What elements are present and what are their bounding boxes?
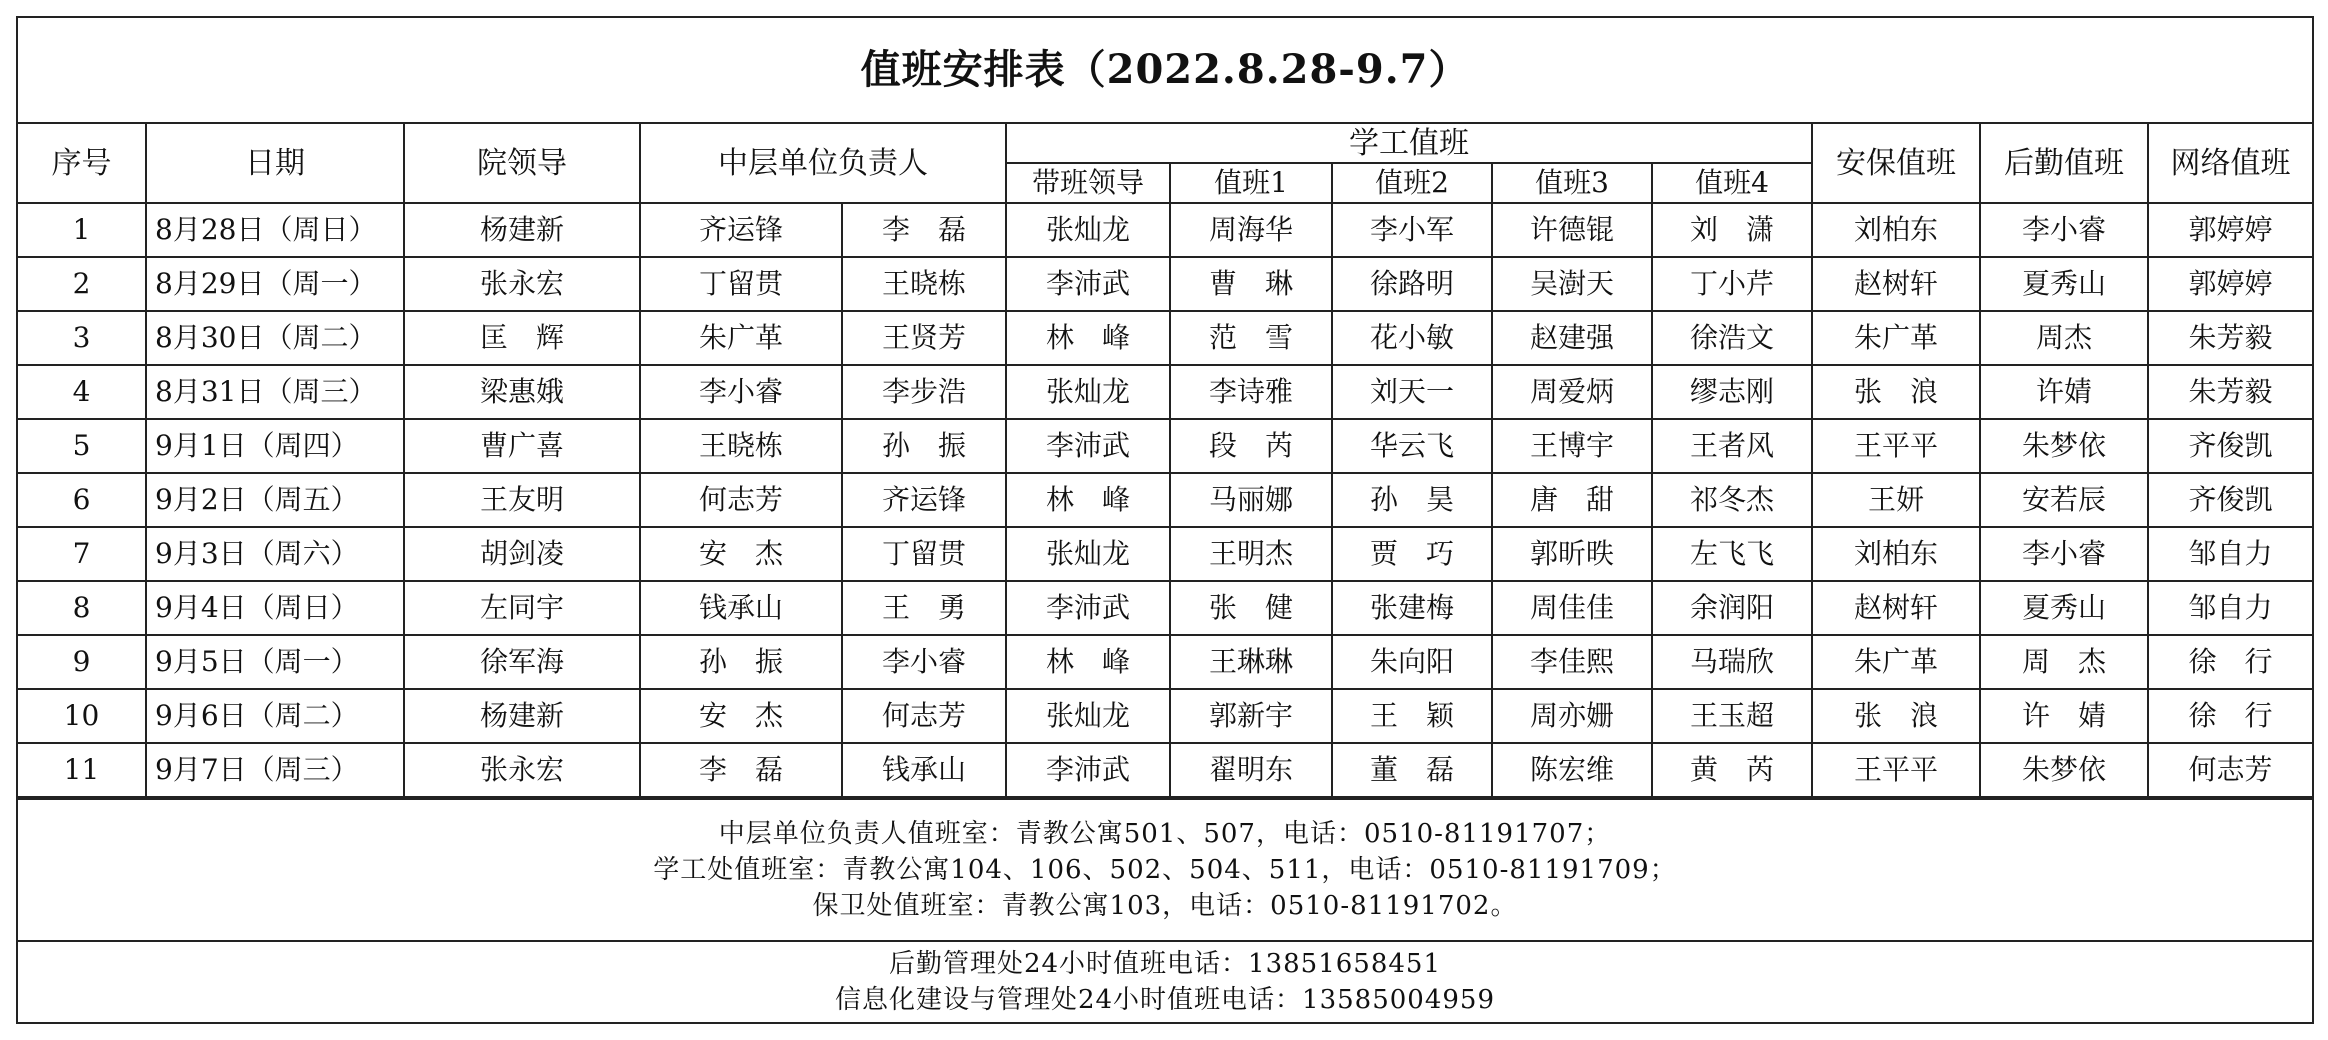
cell-mid-manager-2: 李步浩 [842, 365, 1006, 419]
table-row [18, 203, 2312, 257]
cell-security: 朱广革 [1812, 311, 1980, 365]
cell-duty4: 丁小芹 [1652, 257, 1812, 311]
cell-duty1: 范 雪 [1170, 311, 1332, 365]
cell-xg-leader: 李沛武 [1006, 743, 1170, 797]
cell-seq: 2 [18, 257, 146, 311]
table-row [18, 473, 2312, 527]
cell-duty3: 李佳熙 [1492, 635, 1652, 689]
cell-xg-leader: 李沛武 [1006, 581, 1170, 635]
cell-date: 8月30日（周二） [146, 311, 404, 365]
cell-date: 8月28日（周日） [146, 203, 404, 257]
duty-schedule-table [18, 18, 2312, 798]
cell-mid-manager-2: 李 磊 [842, 203, 1006, 257]
header-security: 安保值班 [1812, 123, 1980, 203]
cell-duty4: 左飞飞 [1652, 527, 1812, 581]
cell-logistics: 李小睿 [1980, 203, 2148, 257]
cell-security: 赵树轩 [1812, 581, 1980, 635]
cell-duty1: 李诗雅 [1170, 365, 1332, 419]
table-row [18, 635, 2312, 689]
note-line: 学工处值班室：青教公寓104、106、502、504、511，电话：0510-81191709； [653, 855, 1677, 885]
hotline-line: 后勤管理处24小时值班电话：13851658451 [888, 949, 1442, 979]
cell-mid-manager-1: 安 杰 [640, 527, 842, 581]
cell-duty3: 陈宏维 [1492, 743, 1652, 797]
cell-security: 王平平 [1812, 419, 1980, 473]
cell-mid-manager-2: 王贤芳 [842, 311, 1006, 365]
cell-network: 朱芳毅 [2148, 311, 2312, 365]
cell-xg-leader: 张灿龙 [1006, 203, 1170, 257]
duty-schedule-sheet [16, 16, 2314, 1024]
cell-duty1: 张 健 [1170, 581, 1332, 635]
cell-duty2: 贾 巧 [1332, 527, 1492, 581]
header-date: 日期 [146, 123, 404, 203]
cell-mid-manager-1: 何志芳 [640, 473, 842, 527]
cell-date: 9月4日（周日） [146, 581, 404, 635]
cell-mid-manager-1: 齐运锋 [640, 203, 842, 257]
cell-seq: 10 [18, 689, 146, 743]
header-xg-leader: 带班领导 [1006, 163, 1170, 203]
cell-seq: 6 [18, 473, 146, 527]
cell-logistics: 许 婧 [1980, 689, 2148, 743]
cell-duty3: 吴澍天 [1492, 257, 1652, 311]
header-mid-manager: 中层单位负责人 [640, 123, 1006, 203]
cell-network: 齐俊凯 [2148, 419, 2312, 473]
cell-logistics: 朱梦依 [1980, 419, 2148, 473]
cell-network: 郭婷婷 [2148, 257, 2312, 311]
cell-date: 8月29日（周一） [146, 257, 404, 311]
cell-duty4: 缪志刚 [1652, 365, 1812, 419]
cell-mid-manager-2: 钱承山 [842, 743, 1006, 797]
cell-duty4: 余润阳 [1652, 581, 1812, 635]
header-seq: 序号 [18, 123, 146, 203]
note-line: 中层单位负责人值班室：青教公寓501、507，电话：0510-81191707； [718, 819, 1612, 849]
cell-dean: 曹广喜 [404, 419, 640, 473]
cell-date: 9月5日（周一） [146, 635, 404, 689]
cell-duty2: 花小敏 [1332, 311, 1492, 365]
cell-duty4: 祁冬杰 [1652, 473, 1812, 527]
header-duty1: 值班1 [1170, 163, 1332, 203]
cell-dean: 杨建新 [404, 203, 640, 257]
cell-duty1: 郭新宇 [1170, 689, 1332, 743]
cell-mid-manager-2: 王晓栋 [842, 257, 1006, 311]
cell-duty2: 李小军 [1332, 203, 1492, 257]
cell-seq: 1 [18, 203, 146, 257]
cell-network: 郭婷婷 [2148, 203, 2312, 257]
cell-duty1: 马丽娜 [1170, 473, 1332, 527]
cell-network: 邹自力 [2148, 581, 2312, 635]
cell-dean: 徐军海 [404, 635, 640, 689]
cell-duty4: 王者风 [1652, 419, 1812, 473]
cell-network: 徐 行 [2148, 689, 2312, 743]
header-duty4: 值班4 [1652, 163, 1812, 203]
cell-seq: 3 [18, 311, 146, 365]
cell-duty4: 徐浩文 [1652, 311, 1812, 365]
cell-mid-manager-1: 朱广革 [640, 311, 842, 365]
cell-duty4: 刘 潇 [1652, 203, 1812, 257]
cell-security: 刘柏东 [1812, 527, 1980, 581]
table-row [18, 527, 2312, 581]
cell-dean: 梁惠娥 [404, 365, 640, 419]
cell-duty3: 赵建强 [1492, 311, 1652, 365]
cell-security: 张 浪 [1812, 689, 1980, 743]
cell-mid-manager-2: 何志芳 [842, 689, 1006, 743]
hotline-notes [18, 940, 2312, 1022]
cell-network: 朱芳毅 [2148, 365, 2312, 419]
cell-duty2: 刘天一 [1332, 365, 1492, 419]
cell-mid-manager-1: 丁留贯 [640, 257, 842, 311]
cell-logistics: 夏秀山 [1980, 581, 2148, 635]
cell-duty1: 翟明东 [1170, 743, 1332, 797]
cell-duty2: 董 磊 [1332, 743, 1492, 797]
duty-room-notes [18, 798, 2312, 940]
cell-duty1: 段 芮 [1170, 419, 1332, 473]
header-dean: 院领导 [404, 123, 640, 203]
cell-date: 9月6日（周二） [146, 689, 404, 743]
cell-mid-manager-2: 李小睿 [842, 635, 1006, 689]
cell-seq: 8 [18, 581, 146, 635]
cell-duty3: 周亦姗 [1492, 689, 1652, 743]
cell-dean: 王友明 [404, 473, 640, 527]
cell-dean: 杨建新 [404, 689, 640, 743]
cell-xg-leader: 林 峰 [1006, 473, 1170, 527]
cell-duty3: 许德锟 [1492, 203, 1652, 257]
cell-duty1: 王明杰 [1170, 527, 1332, 581]
cell-date: 9月2日（周五） [146, 473, 404, 527]
cell-network: 何志芳 [2148, 743, 2312, 797]
cell-security: 王妍 [1812, 473, 1980, 527]
cell-duty2: 华云飞 [1332, 419, 1492, 473]
cell-seq: 7 [18, 527, 146, 581]
cell-logistics: 夏秀山 [1980, 257, 2148, 311]
cell-dean: 左同宇 [404, 581, 640, 635]
cell-duty3: 郭昕昳 [1492, 527, 1652, 581]
cell-duty2: 朱向阳 [1332, 635, 1492, 689]
table-row [18, 743, 2312, 797]
table-row [18, 365, 2312, 419]
cell-duty3: 周佳佳 [1492, 581, 1652, 635]
cell-seq: 11 [18, 743, 146, 797]
cell-network: 齐俊凯 [2148, 473, 2312, 527]
cell-mid-manager-1: 李 磊 [640, 743, 842, 797]
cell-duty1: 周海华 [1170, 203, 1332, 257]
cell-security: 刘柏东 [1812, 203, 1980, 257]
cell-logistics: 李小睿 [1980, 527, 2148, 581]
cell-duty2: 张建梅 [1332, 581, 1492, 635]
cell-seq: 5 [18, 419, 146, 473]
cell-logistics: 朱梦依 [1980, 743, 2148, 797]
page-title: 值班安排表（2022.8.28-9.7） [18, 18, 2312, 123]
cell-logistics: 许婧 [1980, 365, 2148, 419]
header-duty2: 值班2 [1332, 163, 1492, 203]
cell-dean: 张永宏 [404, 257, 640, 311]
cell-mid-manager-1: 钱承山 [640, 581, 842, 635]
cell-dean: 张永宏 [404, 743, 640, 797]
cell-date: 9月7日（周三） [146, 743, 404, 797]
table-row [18, 581, 2312, 635]
cell-seq: 4 [18, 365, 146, 419]
cell-duty4: 王玉超 [1652, 689, 1812, 743]
cell-network: 徐 行 [2148, 635, 2312, 689]
cell-duty4: 马瑞欣 [1652, 635, 1812, 689]
cell-duty3: 王博宇 [1492, 419, 1652, 473]
cell-network: 邹自力 [2148, 527, 2312, 581]
cell-mid-manager-2: 丁留贯 [842, 527, 1006, 581]
cell-security: 朱广革 [1812, 635, 1980, 689]
table-row [18, 689, 2312, 743]
cell-duty2: 王 颖 [1332, 689, 1492, 743]
cell-security: 赵树轩 [1812, 257, 1980, 311]
cell-mid-manager-2: 王 勇 [842, 581, 1006, 635]
cell-logistics: 周杰 [1980, 311, 2148, 365]
cell-logistics: 周 杰 [1980, 635, 2148, 689]
header-student-affairs: 学工值班 [1006, 123, 1812, 163]
table-row [18, 419, 2312, 473]
cell-duty4: 黄 芮 [1652, 743, 1812, 797]
cell-xg-leader: 林 峰 [1006, 311, 1170, 365]
cell-duty1: 王琳琳 [1170, 635, 1332, 689]
cell-date: 8月31日（周三） [146, 365, 404, 419]
header-duty3: 值班3 [1492, 163, 1652, 203]
cell-logistics: 安若辰 [1980, 473, 2148, 527]
cell-xg-leader: 张灿龙 [1006, 365, 1170, 419]
cell-mid-manager-2: 孙 振 [842, 419, 1006, 473]
cell-duty2: 孙 昊 [1332, 473, 1492, 527]
header-network: 网络值班 [2148, 123, 2312, 203]
cell-dean: 匡 辉 [404, 311, 640, 365]
cell-xg-leader: 张灿龙 [1006, 689, 1170, 743]
cell-duty1: 曹 琳 [1170, 257, 1332, 311]
hotline-line: 信息化建设与管理处24小时值班电话：13585004959 [834, 985, 1496, 1015]
note-line: 保卫处值班室：青教公寓103，电话：0510-81191702。 [812, 891, 1518, 921]
cell-xg-leader: 林 峰 [1006, 635, 1170, 689]
cell-seq: 9 [18, 635, 146, 689]
cell-duty3: 周爱炳 [1492, 365, 1652, 419]
cell-security: 王平平 [1812, 743, 1980, 797]
cell-mid-manager-1: 安 杰 [640, 689, 842, 743]
cell-date: 9月3日（周六） [146, 527, 404, 581]
cell-xg-leader: 张灿龙 [1006, 527, 1170, 581]
header-logistics: 后勤值班 [1980, 123, 2148, 203]
cell-xg-leader: 李沛武 [1006, 257, 1170, 311]
cell-xg-leader: 李沛武 [1006, 419, 1170, 473]
cell-mid-manager-1: 孙 振 [640, 635, 842, 689]
cell-date: 9月1日（周四） [146, 419, 404, 473]
cell-mid-manager-2: 齐运锋 [842, 473, 1006, 527]
cell-security: 张 浪 [1812, 365, 1980, 419]
cell-duty2: 徐路明 [1332, 257, 1492, 311]
table-row [18, 311, 2312, 365]
cell-dean: 胡剑凌 [404, 527, 640, 581]
cell-mid-manager-1: 李小睿 [640, 365, 842, 419]
table-row [18, 257, 2312, 311]
cell-duty3: 唐 甜 [1492, 473, 1652, 527]
cell-mid-manager-1: 王晓栋 [640, 419, 842, 473]
